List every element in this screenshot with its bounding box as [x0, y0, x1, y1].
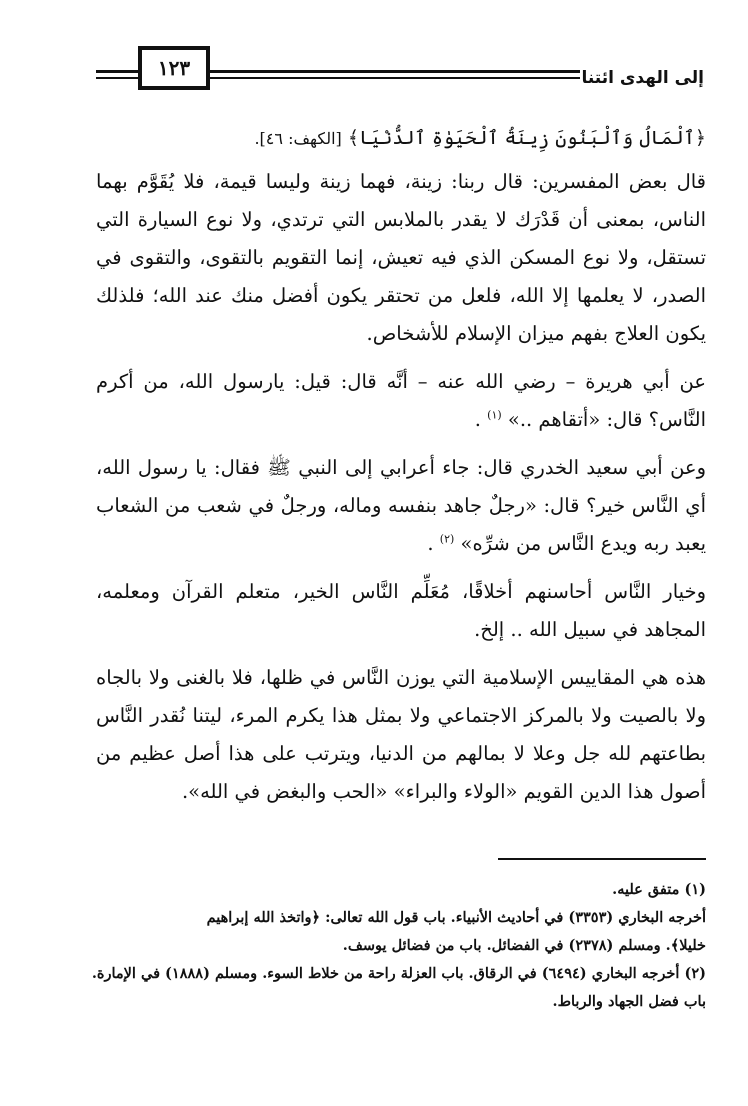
quran-reference: [الكهف: ٤٦].: [254, 129, 342, 148]
footnote-1-source-cont: خليلا﴾. ومسلم (٢٣٧٨) في الفضائل. باب من فضائل يوسف.: [342, 937, 706, 954]
page-number-box: [138, 46, 210, 90]
page-header: [96, 46, 704, 98]
page-number: ١٢٣: [157, 56, 191, 80]
footnote-2-source-cont: باب فضل الجهاد والرباط.: [552, 993, 706, 1010]
quran-verse-line: [96, 120, 706, 157]
quran-verse: ﴿ٱلْمَالُ وَٱلْبَنُونَ زِينَةُ ٱلْحَيَوٰةِ ٱلدُّنْيَا﴾: [347, 127, 706, 149]
footnote-1-source: أخرجه البخاري (٣٣٥٣) في أحاديث الأنبياء. باب قول الله تعالى: ﴿واتخذ الله إبراهيم: [206, 909, 706, 926]
running-title: إلى الهدى ائتنا: [581, 68, 704, 88]
footnote-1-title: (١) متفق عليه.: [612, 881, 706, 898]
paragraph-5: هذه هي المقاييس الإسلامية التي يوزن النَّاس في ظلها، فلا بالغنى ولا بالجاه ولا بالصيت ولا بالمركز الاجتماعي ولا بمثل هذا يكرم المرء، ليتنا نُقدر النَّاس بطاعتهم لله جل وعلا لا بمالهم من الدنيا، ويترتب على هذا أصل عظيم من أصول هذا الدين القويم «الولاء والبراء» «الحب والبغض في الله».: [96, 666, 706, 803]
footnote-separator: [498, 858, 706, 860]
paragraph-2-text: عن أبي هريرة – رضي الله عنه – أنَّه قال: قيل: يارسول الله، من أكرم النَّاس؟ قال: «أتقاهم ..»: [96, 370, 706, 431]
footnote-marker-2: (٢): [439, 532, 455, 546]
paragraph-3-end: .: [427, 532, 434, 555]
paragraph-2: [96, 363, 706, 439]
paragraph-3: [96, 449, 706, 563]
footnotes: [84, 876, 706, 1016]
paragraph-2-end: .: [474, 408, 481, 431]
footnote-marker-1: (١): [487, 408, 502, 422]
body-text: [96, 120, 706, 821]
paragraph-4: وخيار النَّاس أحاسنهم أخلاقًا، مُعَلِّم النَّاس الخير، متعلم القرآن ومعلمه، المجاهد في سبيل الله .. إلخ.: [96, 580, 706, 641]
paragraph-1: قال بعض المفسرين: قال ربنا: زينة، فهما زينة وليسا قيمة، فلا يُقَوَّم بهما الناس، بمعنى أن قَدْرَك لا يقدر بالملابس التي ترتدي، ولا نوع السيارة التي تستقل، ولا نوع المسكن الذي فيه تعيش، إنما التقويم بالتقوى، والتقوى في الصدر، لا يعلمها إلا الله، فلعل من تحتقر يكون أفضل منك عند الله؛ فلذلك يكون العلاج بفهم ميزان الإسلام للأشخاص.: [96, 170, 706, 345]
footnote-2-source: (٢) أخرجه البخاري (٦٤٩٤) في الرقاق. باب العزلة راحة من خلاط السوء. ومسلم (١٨٨٨) في الإمارة.: [91, 965, 706, 982]
paragraph-3-text: وعن أبي سعيد الخدري قال: جاء أعرابي إلى النبي ﷺ فقال: يا رسول الله، أي النَّاس خير؟ قال: «رجلٌ جاهد بنفسه وماله، ورجلٌ في شعب من الشعاب يعبد ربه ويدع النَّاس من شرِّه»: [96, 456, 706, 555]
